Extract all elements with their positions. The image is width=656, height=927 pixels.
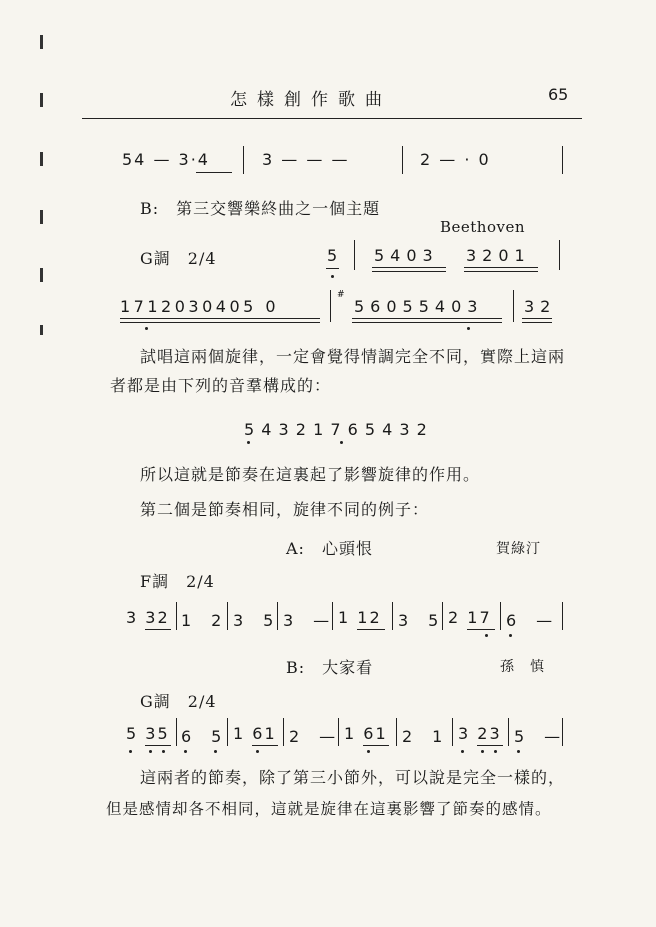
- measure: 2 17: [448, 608, 492, 627]
- key-signature: F調 2/4: [140, 572, 215, 591]
- measure: 5403: [374, 246, 439, 265]
- composer-name: Beethoven: [440, 218, 526, 236]
- composer-name: 孫 慎: [500, 659, 545, 675]
- binding-mark: [40, 35, 43, 49]
- composer-name: 賀綠汀: [496, 541, 541, 557]
- tone-group: 5 4 3 2 1 7 6 5 4 3 2: [244, 420, 428, 439]
- measure: 6 —: [506, 611, 555, 630]
- running-header-title: 怎樣創作歌曲: [230, 90, 392, 110]
- binding-mark: [40, 268, 43, 282]
- measure: 3 32: [126, 608, 170, 627]
- measure: 5 —: [514, 727, 563, 746]
- body-text: 這兩者的節奏，除了第三小節外，可以說是完全一樣的，: [140, 768, 566, 787]
- measure: 3201: [466, 246, 531, 265]
- key-signature: G調 2/4: [140, 249, 217, 268]
- measure: 3 —: [283, 611, 332, 630]
- measure: 1 2: [181, 611, 224, 630]
- measure: 3 5: [398, 611, 441, 630]
- section-title: B: 第三交響樂終曲之一個主題: [140, 199, 381, 218]
- key-signature: G調 2/4: [140, 692, 217, 711]
- measure: 3 5: [233, 611, 276, 630]
- measure: 3 — — —: [262, 150, 350, 169]
- header-rule: [82, 118, 582, 119]
- measure: 2 —: [289, 727, 338, 746]
- measure: 1 61: [344, 724, 388, 743]
- binding-mark: [40, 210, 43, 224]
- measure: 6 5: [181, 727, 224, 746]
- page-number: 65: [548, 85, 569, 104]
- body-text: 試唱這兩個旋律，一定會覺得情調完全不同，實際上這兩: [140, 347, 566, 366]
- measure: 1712030405 0: [120, 297, 280, 316]
- body-text: 第二個是節奏相同，旋律不同的例子：: [140, 500, 430, 519]
- measure: 56055403: [354, 297, 484, 316]
- binding-mark: [40, 93, 43, 107]
- section-title: A: 心頭恨: [286, 539, 373, 558]
- measure: 2 — · 0: [420, 150, 491, 169]
- body-text: 所以這就是節奏在這裏起了影響旋律的作用。: [140, 465, 481, 484]
- pickup-note: 5: [327, 246, 340, 265]
- measure: 32: [524, 297, 557, 316]
- measure: 2 1: [402, 727, 445, 746]
- body-text: 但是感情却各不相同，這就是旋律在這裏影響了節奏的感情。: [106, 800, 552, 818]
- binding-mark: [40, 325, 43, 335]
- measure: 1 61: [233, 724, 277, 743]
- section-title: B: 大家看: [286, 658, 374, 677]
- binding-mark: [40, 152, 43, 166]
- body-text: 者都是由下列的音羣構成的：: [110, 376, 332, 395]
- measure: 5 35: [126, 724, 170, 743]
- measure: 3 23: [458, 724, 502, 743]
- measure: 54 — 3·4: [122, 150, 210, 169]
- measure: 1 12: [338, 608, 382, 627]
